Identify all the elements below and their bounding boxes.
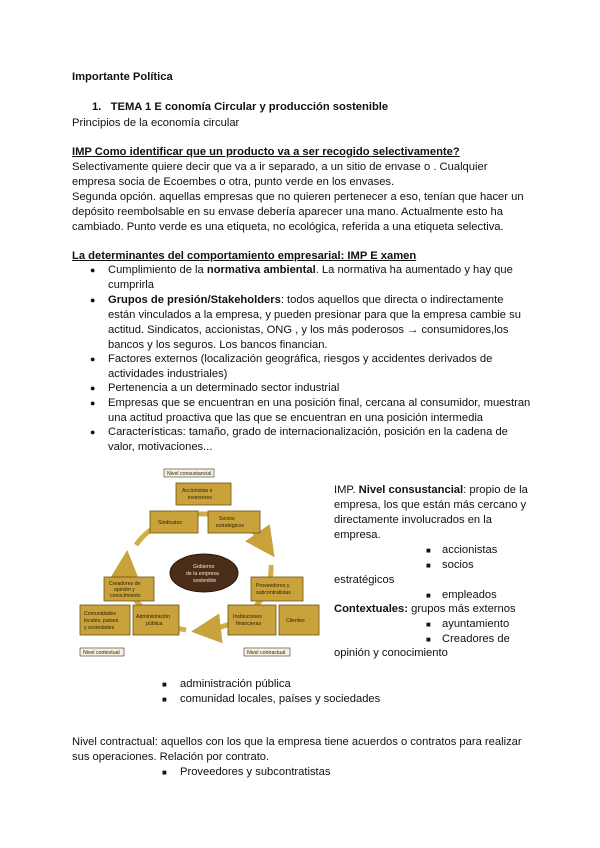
square-bullet: ■: [426, 561, 431, 570]
contractual-item: Proveedores y subcontratistas: [180, 766, 331, 778]
determinantes-title: La determinantes del comportamiento empresarial: IMP E xamen: [72, 250, 417, 262]
nivel-cons-item: socios: [442, 559, 474, 571]
box-sindicatos-text: Sindicatos: [158, 520, 182, 526]
bullet-1-cont: cumprirla: [108, 279, 155, 291]
box-proveedores-text: Proveedores y: [256, 583, 290, 589]
bullet-6: Características: tamaño, grado de internacionalización, posición en la cadena de: [108, 426, 508, 438]
bullet-2: Grupos de presión/Stakeholders: todos aquellos que directa o indirectamente: [108, 294, 504, 306]
center-text: sostenible: [193, 578, 217, 584]
bullet-dot: ●: [90, 398, 96, 408]
box-administracion: [133, 605, 179, 635]
bullet-6-cont: valor, motivaciones...: [108, 441, 213, 453]
label-nivel-contextual-text: Nivel contextual: [83, 650, 120, 656]
contextuales-item: Creadores de: [442, 633, 510, 645]
square-bullet: ■: [426, 591, 431, 600]
imp1-title: IMP Como identificar que un producto va a ser recogido selectivamente?: [72, 146, 460, 158]
stakeholders-diagram: [76, 465, 326, 661]
square-bullet: ■: [426, 546, 431, 555]
square-bullet: ■: [426, 635, 431, 644]
imp1-line: cambiado. Punto verde es una etiqueta, no ecológica, referida a una etiqueta selectiva.: [72, 221, 504, 233]
box-instituciones: [228, 605, 276, 635]
box-socios: [208, 511, 260, 533]
bullet-1: Cumplimiento de la normativa ambiental. La normativa ha aumentado y hay que: [108, 264, 513, 276]
nivel-cons-line: empresa, los que están más cercano y: [334, 499, 527, 511]
bullet-2-cont: están vinculados a la empresa, y pueden presionar para que la empresa cambie su: [108, 309, 521, 321]
box-comunidades-text: locales, países: [84, 618, 119, 624]
bullet-dot: ●: [90, 295, 96, 305]
bullet-5-cont: una actitud proactiva que las que se encuentran en una posición intermedia: [108, 412, 484, 424]
box-accionistas-text: Accionistas e: [182, 488, 213, 494]
box-comunidades-text: Comunidades: [84, 611, 117, 617]
bullet-dot: ●: [90, 354, 96, 364]
contextuales-item: comunidad locales, países y sociedades: [180, 693, 381, 705]
contractual-line: Nivel contractual: aquellos con los que la empresa tiene acuerdos o contratos para realizar: [72, 736, 522, 748]
square-bullet: ■: [426, 620, 431, 629]
tema-heading: 1. TEMA 1 E conomía Circular y producción sostenible: [92, 101, 389, 113]
nivel-cons-title: IMP. Nivel consustancial: propio de la: [334, 484, 528, 496]
square-bullet: ■: [162, 680, 167, 689]
contextuales-item: administración pública: [180, 678, 291, 690]
nivel-cons-item: accionistas: [442, 544, 498, 556]
nivel-cons-line: empresa.: [334, 529, 381, 541]
bullet-3-cont: actividades industriales): [108, 368, 228, 380]
box-creadores-text: opinión y: [114, 587, 135, 593]
box-creadores-text: conocimiento: [110, 593, 141, 599]
imp1-line: Segunda opción. aquellas empresas que no quieren pertenecer a eso, tenían que hacer un: [72, 191, 524, 203]
bullet-2-cont: bancos y los seguros. Los bancos financian.: [108, 339, 328, 351]
nivel-cons-item: empleados: [442, 589, 497, 601]
contractual-line: sus operaciones. Relación por contrato.: [72, 751, 270, 763]
bullet-3: Factores externos (localización geográfica, riesgos y accidentes derivados de: [108, 353, 493, 365]
box-administracion-text: pública: [146, 621, 163, 627]
box-accionistas-text: inversores: [188, 495, 212, 501]
box-socios-text: estratégicos: [216, 523, 244, 529]
heading: Importante Política: [72, 71, 173, 83]
box-proveedores-text: subcontratistas: [256, 590, 291, 596]
contextuales-title: Contextuales: grupos más externos: [334, 603, 516, 615]
box-instituciones-text: financieras: [236, 621, 262, 627]
center-text: Gobierno: [193, 564, 215, 570]
square-bullet: ■: [162, 695, 167, 704]
nivel-cons-cont: estratégicos: [334, 574, 395, 586]
box-comunidades-text: y sociedades: [84, 625, 115, 631]
box-creadores-text: Creadores de: [109, 581, 141, 587]
bullet-5: Empresas que se encuentran en una posición final, cercana al consumidor, muestran: [108, 397, 531, 409]
contextuales-item: ayuntamiento: [442, 618, 510, 630]
square-bullet: ■: [162, 768, 167, 777]
bullet-2-cont: actitud. Sindicatos, accionistas, ONG , y los más poderosos → consumidores,los: [108, 324, 509, 336]
label-nivel-contractual-text: Nivel contractual: [247, 650, 286, 656]
imp1-line: depósito reembolsable en su envase debería aparecer una mano. Actualmente esto ha: [72, 206, 504, 218]
bullet-dot: ●: [90, 383, 96, 393]
nivel-cons-line: directamente involucrados en la: [334, 514, 492, 526]
label-nivel-consustancial-text: Nivel consustancial: [167, 471, 212, 477]
box-socios-text: Socios: [219, 516, 235, 522]
imp1-line: Selectivamente quiere decir que va a ir separado, a un sitio de envase o . Cualquier: [72, 161, 488, 173]
principios-text: Principios de la economía circular: [72, 117, 240, 129]
bullet-dot: ●: [90, 427, 96, 437]
box-instituciones-text: Instituciones: [233, 614, 262, 620]
imp1-line: empresa socia de Ecoembes o otra, punto verde en los envases.: [72, 176, 395, 188]
box-accionistas: [176, 483, 231, 505]
center-text: de la empresa: [186, 571, 219, 577]
contextuales-cont: opinión y conocimiento: [334, 647, 448, 659]
box-administracion-text: Administración: [136, 614, 171, 620]
bullet-4: Pertenencia a un determinado sector industrial: [108, 382, 340, 394]
box-proveedores: [251, 577, 303, 601]
bullet-dot: ●: [90, 265, 96, 275]
box-clientes-text: Clientes: [286, 618, 305, 624]
